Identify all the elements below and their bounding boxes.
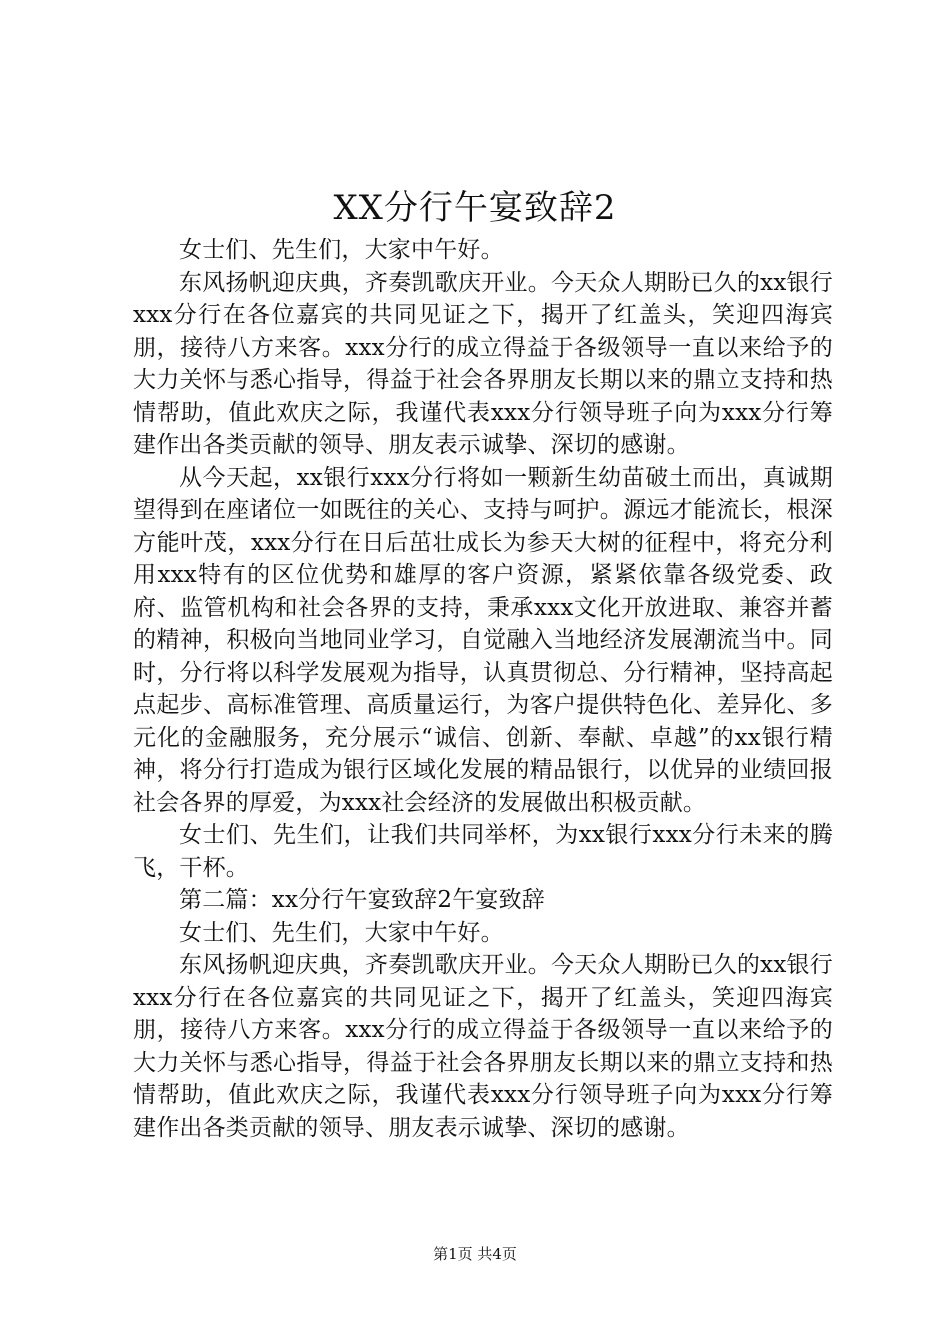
paragraph-greeting: 女士们、先生们，大家中午好。 [179, 237, 504, 263]
document-title: XX分行午宴致辞2 [333, 188, 617, 228]
paragraph-greeting-2: 女士们、先生们，大家中午好。 [179, 919, 504, 946]
paragraph-toast: 女士们、先生们，让我们共同举杯，为xx银行xxx分行未来的腾飞，干杯。 [133, 822, 833, 881]
paragraph-outlook: 从今天起，xx银行xxx分行将如一颗新生幼苗破土而出，真诚期望得到在座诸位一如既往的关心、支持与呵护。源远才能流长，根深方能叶茂，xxx分行在日后茁壮成长为参天大树的征程中，将充分利用xxx特有的区位优势和雄厚的客户资源，紧紧依靠各级党委、政府、监管机构和社会各界的支持，秉承xxx文化开放进取、兼容并蓄的精神，积极向当地同业学习，自觉融入当地经济发展潮流当中。同时，分行将以科学发展观为指导，认真贯彻总、分行精神，坚持高起点起步、高标准管理、高质量运行，为客户提供特色化、差异化、多元化的金融服务，充分展示“诚信、创新、奉献、卓越”的xx银行精神，将分行打造成为银行区域化发展的精品银行，以优异的业绩回报社会各界的厚爱，为xxx社会经济的发展做出积极贡献。 [133, 464, 833, 816]
page-number: 第1页 共4页 [433, 1245, 517, 1263]
paragraph-opening: 东风扬帆迎庆典，齐奏凯歌庆开业。今天众人期盼已久的xx银行xxx分行在各位嘉宾的共同见证之下，揭开了红盖头，笑迎四海宾朋，接待八方来客。xxx分行的成立得益于各级领导一直以来给予的大力关怀与悉心指导，得益于社会各界朋友长期以来的鼎立支持和热情帮助，值此欢庆之际，我谨代表xxx分行领导班子向为xxx分行筹建作出各类贡献的领导、朋友表示诚挚、深切的感谢。 [133, 269, 833, 458]
section-heading: 第二篇：xx分行午宴致辞2午宴致辞 [179, 887, 545, 913]
paragraph-opening-2: 东风扬帆迎庆典，齐奏凯歌庆开业。今天众人期盼已久的xx银行xxx分行在各位嘉宾的共同见证之下，揭开了红盖头，笑迎四海宾朋，接待八方来客。xxx分行的成立得益于各级领导一直以来给予的大力关怀与悉心指导，得益于社会各界朋友长期以来的鼎立支持和热情帮助，值此欢庆之际，我谨代表xxx分行领导班子向为xxx分行筹建作出各类贡献的领导、朋友表示诚挚、深切的感谢。 [133, 952, 833, 1141]
document-body [133, 234, 833, 1144]
